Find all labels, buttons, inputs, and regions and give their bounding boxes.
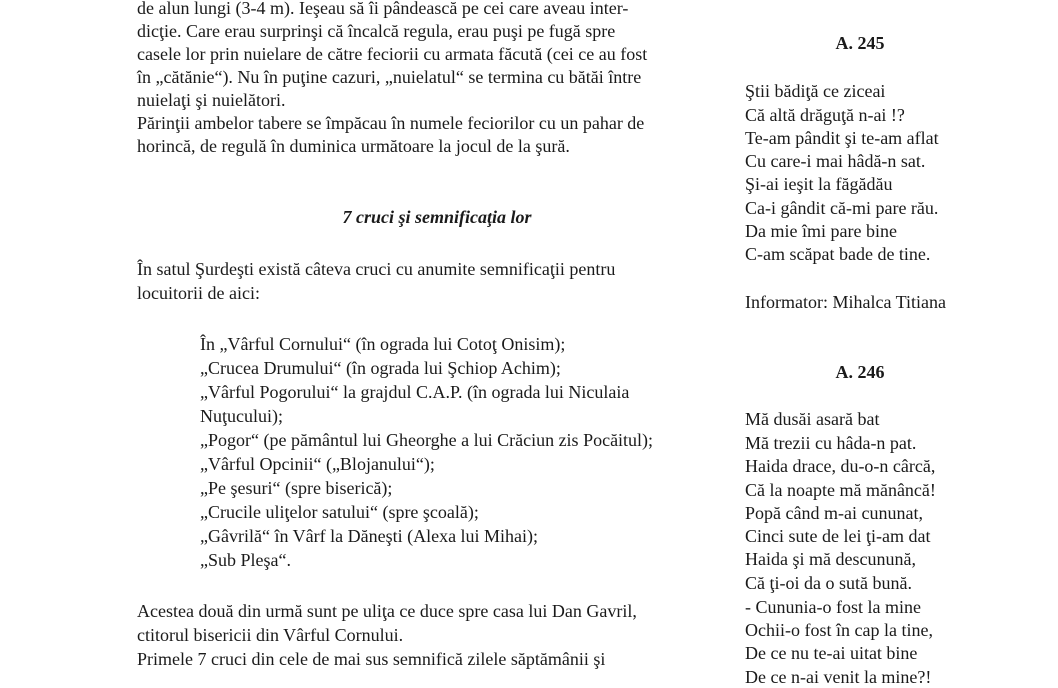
poem-line: Haida drace, du-o-n cârcă, — [745, 456, 936, 476]
list-item: „Crucile uliţelor satului“ (spre şcoală); — [200, 502, 479, 522]
text-line: în „cătănie“). Nu în puţine cazuri, „nuielatul“ se termina cu bătăi între — [137, 67, 642, 87]
text-line: Primele 7 cruci din cele de mai sus semnifică zilele săptămânii şi — [137, 649, 606, 669]
poem-line: Ştii bădiţă ce ziceai — [745, 81, 886, 101]
poem-title: A. 245 — [835, 33, 885, 53]
text-line: dicţie. Care erau surprinşi că încalcă regula, erau puşi pe fugă spre — [137, 21, 616, 41]
poem-line: Şi-ai ieşit la făgădău — [745, 174, 893, 194]
poem-line: Mă dusăi asară bat — [745, 409, 880, 429]
text-line: Acestea două din urmă sunt pe uliţa ce duce spre casa lui Dan Gavril, — [137, 601, 637, 621]
text-line: horincă, de regulă în duminica următoare la jocul de la şură. — [137, 136, 570, 156]
list-item: „Pogor“ (pe pământul lui Gheorghe a lui Crăciun zis Pocăitul); — [200, 430, 654, 450]
poem-line: Că altă drăguţă n-ai !? — [745, 105, 905, 125]
text-line: casele lor prin nuielare de către feciorii cu armata făcută (cei ce au fost — [137, 44, 648, 64]
poem-line: Te-am pândit şi te-am aflat — [745, 128, 939, 148]
poem-line: Haida şi mă descunună, — [745, 549, 916, 569]
poem-title: A. 246 — [835, 362, 885, 382]
text-line: ctitorul bisericii din Vârful Cornului. — [137, 625, 404, 645]
list-item: „Pe şesuri“ (spre biserică); — [200, 478, 393, 498]
poem-line: Ca-i gândit că-mi pare rău. — [745, 198, 939, 218]
list-item: În „Vârful Cornului“ (în ograda lui Cotoţ Onisim); — [200, 334, 566, 354]
list-item: „Gâvrilă“ în Vârf la Dăneşti (Alexa lui Mihai); — [200, 526, 539, 546]
poem-line: Popă când m-ai cununat, — [745, 503, 923, 523]
poem-line: Mă trezii cu hâda-n pat. — [745, 433, 917, 453]
section-title: 7 cruci şi semnificaţia lor — [342, 207, 532, 227]
poem-line: De ce n-ai venit la mine?! — [745, 667, 932, 687]
list-item: „Vârful Pogorului“ la grajdul C.A.P. (în ograda lui Niculaia — [200, 382, 630, 402]
informant-credit: Informator: Mihalca Titiana — [745, 292, 946, 312]
poem-line: Cu care-i mai hâdă-n sat. — [745, 151, 926, 171]
poem-line: - Cununia-o fost la mine — [745, 597, 921, 617]
list-item: „Sub Pleşa“. — [200, 550, 291, 570]
poem-line: Da mie îmi pare bine — [745, 221, 897, 241]
text-line: Părinţii ambelor tabere se împăcau în numele feciorilor cu un pahar de — [137, 113, 645, 133]
text-line: În satul Şurdeşti există câteva cruci cu anumite semnificaţii pentru — [137, 259, 616, 279]
poem-line: Că ţi-oi da o sută bună. — [745, 573, 912, 593]
text-line: de alun lungi (3-4 m). Ieşeau să îi pândească pe cei care aveau inter- — [137, 0, 629, 18]
poem-line: Cinci sute de lei ţi-am dat — [745, 526, 931, 546]
text-line: locuitorii de aici: — [137, 283, 260, 303]
poem-line: C-am scăpat bade de tine. — [745, 244, 931, 264]
poem-line: Că la noapte mă mănâncă! — [745, 480, 936, 500]
list-item: Nuţucului); — [200, 406, 283, 426]
text-line: nuielaţi şi nuielători. — [137, 90, 286, 110]
list-item: „Crucea Drumului“ (în ograda lui Şchiop Achim); — [200, 358, 561, 378]
poem-line: Ochii-o fost în cap la tine, — [745, 620, 933, 640]
list-item: „Vârful Opcinii“ („Blojanului“); — [200, 454, 435, 474]
poem-line: De ce nu te-ai uitat bine — [745, 643, 918, 663]
